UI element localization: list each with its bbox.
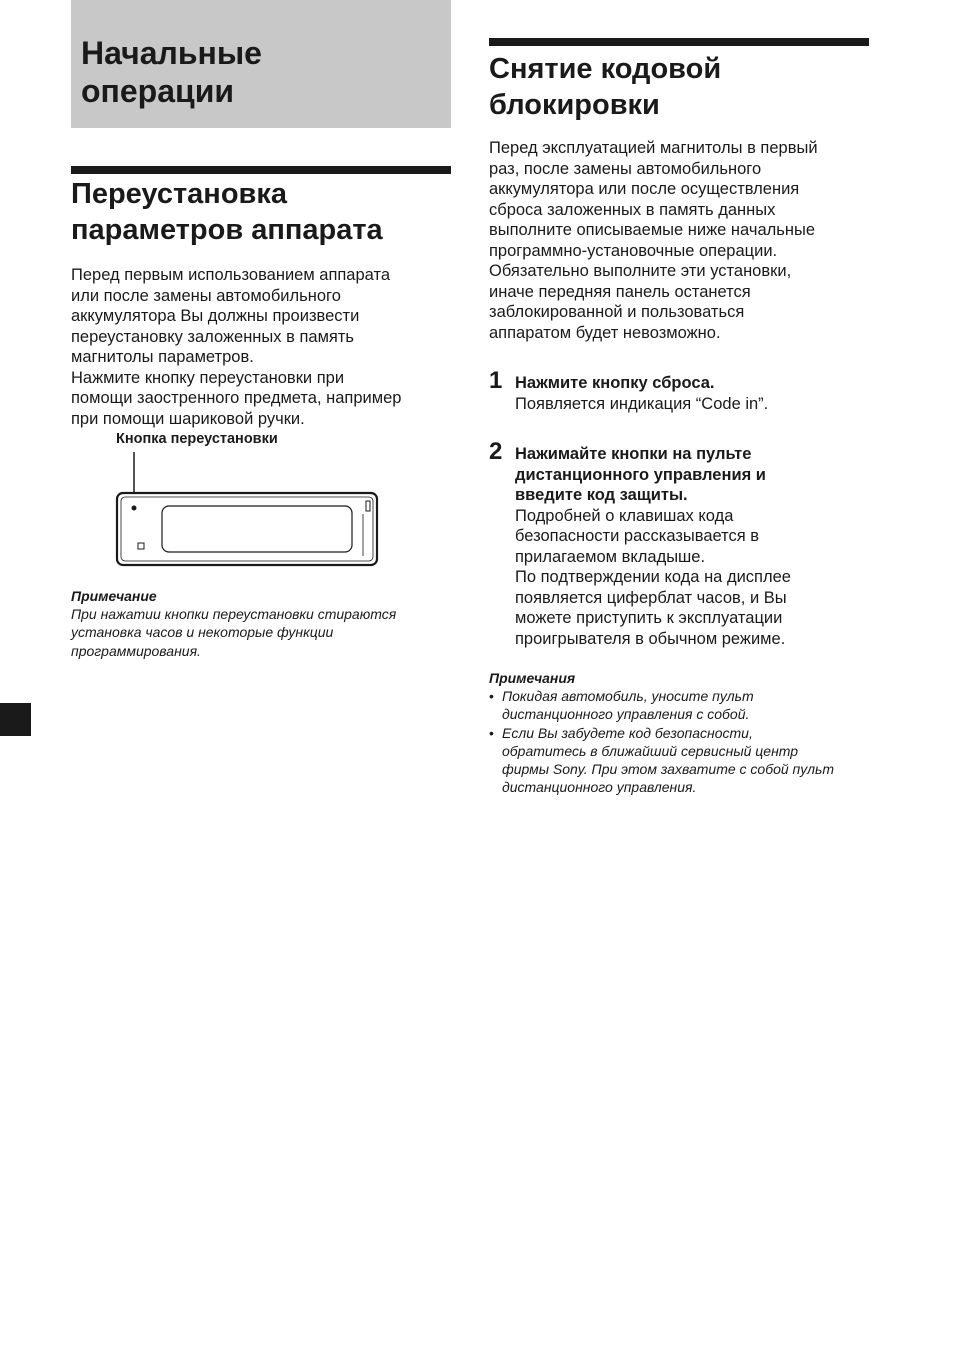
step-2-head: Нажимайте кнопки на пульте дистанционного управления и введите код защиты. xyxy=(515,445,766,504)
step-2 xyxy=(515,444,860,649)
unlock-paragraph: Перед эксплуатацией магнитолы в первый раз, после замены автомобильного аккумулятора или после осуществления сброса заложенных в память данных выполните описываемые ниже начальные программно-установочные операции. Обязательно выполните эти установки, иначе передняя панель останется заблокированной и пользоваться аппаратом будет невозможно. xyxy=(489,139,818,342)
side-tab-marker xyxy=(0,703,31,736)
step-1-number: 1 xyxy=(489,367,503,394)
step-2-body: Подробней о клавишах кода безопасности рассказывается в прилагаемом вкладыше. По подтверждении кода на дисплее появляется циферблат часов, и Вы можете приступить к эксплуатации проигрывателя в обычном режиме. xyxy=(515,506,791,648)
unlock-notes-title: Примечания xyxy=(489,670,576,686)
front-panel-diagram xyxy=(110,448,382,570)
section-title: Начальные операции xyxy=(81,35,262,109)
reset-button-callout: Кнопка переустановки xyxy=(116,431,278,447)
heading-rule-right xyxy=(489,38,869,46)
reset-button[interactable] xyxy=(132,506,137,511)
front-panel-outline xyxy=(117,493,377,565)
step-1 xyxy=(515,373,860,414)
step-1-body: Появляется индикация “Code in”. xyxy=(515,394,769,413)
reset-heading: Переустановка параметров аппарата xyxy=(71,178,383,246)
step-1-head: Нажмите кнопку сброса. xyxy=(515,374,715,392)
reset-note-title: Примечание xyxy=(71,588,157,604)
step-2-number: 2 xyxy=(489,438,503,465)
unlock-note-item: • Если Вы забудете код безопасности, обратитесь в ближайший сервисный центр фирмы Sony. При этом захватите с собой пульт дистанционного управления. xyxy=(489,724,849,797)
reset-note-text: При нажатии кнопки переустановки стираются установка часов и некоторые функции программирования. xyxy=(71,606,397,659)
heading-rule-left xyxy=(71,166,451,174)
reset-paragraph: Перед первым использованием аппарата или после замены автомобильного аккумулятора Вы должны произвести переустановку заложенных в память магнитолы параметров. Нажмите кнопку переустановки при помощи заостренного предмета, например при помощи шариковой ручки. xyxy=(71,266,402,428)
unlock-heading: Снятие кодовой блокировки xyxy=(489,53,722,121)
unlock-note-item: • Покидая автомобиль, уносите пульт дистанционного управления с собой. xyxy=(489,687,849,724)
unlock-notes-list xyxy=(489,687,849,797)
